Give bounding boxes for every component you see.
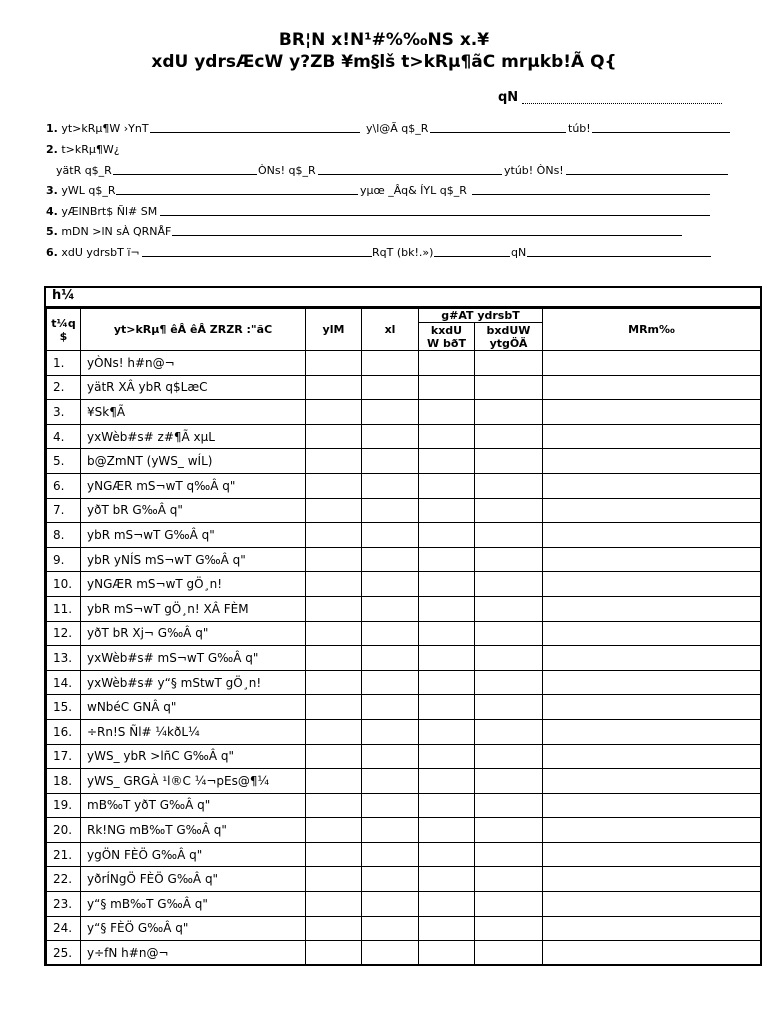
row-serial: 20. <box>47 818 81 843</box>
field-3-mid-input[interactable] <box>472 194 710 195</box>
row-sub2-cell[interactable] <box>475 646 543 671</box>
row-col3-cell[interactable] <box>306 449 362 474</box>
row-sub2-cell[interactable] <box>475 941 543 966</box>
row-col3-cell[interactable] <box>306 867 362 892</box>
row-col3-cell[interactable] <box>306 523 362 548</box>
row-col4-cell[interactable] <box>362 842 419 867</box>
row-col3-cell[interactable] <box>306 744 362 769</box>
row-col4-cell[interactable] <box>362 473 419 498</box>
row-sub2-cell[interactable] <box>475 424 543 449</box>
row-col4-cell[interactable] <box>362 449 419 474</box>
form-title-line2: xdU ydrsÆcW y?ZB ¥m§lš t>kRµ¶ãC mrµkb!Ã Q{ <box>151 52 617 72</box>
field-2b-input[interactable] <box>318 174 502 175</box>
row-remarks-cell[interactable] <box>543 351 761 376</box>
row-item-name: yðT bR Xj¬ G‰Â q" <box>81 621 306 646</box>
table-row <box>47 892 761 917</box>
row-col4-cell[interactable] <box>362 572 419 597</box>
row-item-name: yWS_ GRGÀ ¹l®C ¼¬pEs@¶¼ <box>81 769 306 794</box>
row-serial: 25. <box>47 941 81 966</box>
field-3-row <box>46 184 115 197</box>
row-remarks-cell[interactable] <box>543 916 761 941</box>
row-item-name: ÷Rn!S Ñl# ¼kðL¼ <box>81 719 306 744</box>
field-3-label: yWL q$_R <box>61 184 116 197</box>
table-row <box>47 621 761 646</box>
row-item-name: ygÖN FÈÖ G‰Â q" <box>81 842 306 867</box>
checklist-table-caption: h¼ <box>52 288 75 303</box>
row-sub2-cell[interactable] <box>475 892 543 917</box>
field-6-row <box>46 246 140 259</box>
row-serial: 12. <box>47 621 81 646</box>
row-sub2-cell[interactable] <box>475 547 543 572</box>
row-col3-cell[interactable] <box>306 621 362 646</box>
row-sub2-cell[interactable] <box>475 498 543 523</box>
row-col3-cell[interactable] <box>306 769 362 794</box>
row-sub2-cell[interactable] <box>475 449 543 474</box>
table-row <box>47 695 761 720</box>
row-sub1-cell[interactable] <box>419 351 475 376</box>
row-sub2-cell[interactable] <box>475 670 543 695</box>
field-1-mid-input[interactable] <box>430 132 566 133</box>
row-item-name: Rk!NG mB‰T G‰Â q" <box>81 818 306 843</box>
row-serial: 9. <box>47 547 81 572</box>
row-col4-cell[interactable] <box>362 916 419 941</box>
row-col4-cell[interactable] <box>362 818 419 843</box>
row-sub2-cell[interactable] <box>475 572 543 597</box>
row-serial: 1. <box>47 351 81 376</box>
row-sub1-cell[interactable] <box>419 670 475 695</box>
row-sub2-cell[interactable] <box>475 769 543 794</box>
row-serial: 6. <box>47 473 81 498</box>
row-item-name: ybR yNÍS mS¬wT G‰Â q" <box>81 547 306 572</box>
row-col3-cell[interactable] <box>306 892 362 917</box>
field-2-label: t>kRµ¶W¿ <box>61 143 120 156</box>
row-sub1-cell[interactable] <box>419 719 475 744</box>
row-sub2-cell[interactable] <box>475 916 543 941</box>
row-serial: 3. <box>47 400 81 425</box>
header-item-name: yt>kRµ¶ êÂ êÂ ZRZR :"ãC <box>81 309 306 351</box>
row-col3-cell[interactable] <box>306 473 362 498</box>
header-serial-number: t¼q $ <box>47 309 81 351</box>
row-col3-cell[interactable] <box>306 375 362 400</box>
row-sub2-cell[interactable] <box>475 596 543 621</box>
row-col4-cell[interactable] <box>362 793 419 818</box>
header-sub2: bxdUW ytgÖÄ <box>475 323 543 351</box>
row-col3-cell[interactable] <box>306 793 362 818</box>
row-col3-cell[interactable] <box>306 572 362 597</box>
reference-date-label: qN <box>498 90 519 105</box>
row-remarks-cell[interactable] <box>543 523 761 548</box>
field-1-input[interactable] <box>150 132 360 133</box>
row-remarks-cell[interactable] <box>543 646 761 671</box>
row-serial: 17. <box>47 744 81 769</box>
row-item-name: yNGÆR mS¬wT gÖ¸n! <box>81 572 306 597</box>
row-serial: 14. <box>47 670 81 695</box>
row-col3-cell[interactable] <box>306 695 362 720</box>
row-col4-cell[interactable] <box>362 892 419 917</box>
field-4-input[interactable] <box>160 215 710 216</box>
table-row <box>47 449 761 474</box>
row-serial: 24. <box>47 916 81 941</box>
row-col3-cell[interactable] <box>306 941 362 966</box>
row-col4-cell[interactable] <box>362 498 419 523</box>
field-4-number: 4. <box>46 205 58 218</box>
row-sub1-cell[interactable] <box>419 916 475 941</box>
table-row <box>47 424 761 449</box>
row-serial: 21. <box>47 842 81 867</box>
header-col4: xl <box>362 309 419 351</box>
field-5-row <box>46 225 171 238</box>
field-5-number: 5. <box>46 225 58 238</box>
row-sub2-cell[interactable] <box>475 695 543 720</box>
table-row <box>47 941 761 966</box>
row-sub2-cell[interactable] <box>475 744 543 769</box>
table-row <box>47 498 761 523</box>
row-col4-cell[interactable] <box>362 424 419 449</box>
row-sub2-cell[interactable] <box>475 867 543 892</box>
header-col3: ylM <box>306 309 362 351</box>
row-col3-cell[interactable] <box>306 498 362 523</box>
row-remarks-cell[interactable] <box>543 867 761 892</box>
row-serial: 15. <box>47 695 81 720</box>
row-serial: 10. <box>47 572 81 597</box>
row-col4-cell[interactable] <box>362 621 419 646</box>
row-remarks-cell[interactable] <box>543 818 761 843</box>
field-6-mid-label: RqT (bk!.») <box>372 246 434 259</box>
row-col3-cell[interactable] <box>306 818 362 843</box>
row-col3-cell[interactable] <box>306 547 362 572</box>
field-6-mid-input[interactable] <box>434 256 510 257</box>
field-2a-input[interactable] <box>113 174 257 175</box>
field-2b-label: ÒNs! q$_R <box>258 164 316 177</box>
row-col4-cell[interactable] <box>362 769 419 794</box>
row-col4-cell[interactable] <box>362 867 419 892</box>
checklist-table <box>46 308 761 966</box>
table-row <box>47 867 761 892</box>
field-1-number: 1. <box>46 122 58 135</box>
field-1-mid-label: y\l@Ã q$_R <box>366 122 429 135</box>
field-3-number: 3. <box>46 184 58 197</box>
row-sub1-cell[interactable] <box>419 498 475 523</box>
row-remarks-cell[interactable] <box>543 621 761 646</box>
row-item-name: yätR XÂ ybR q$LæC <box>81 375 306 400</box>
row-col4-cell[interactable] <box>362 695 419 720</box>
row-col4-cell[interactable] <box>362 941 419 966</box>
reference-date-field[interactable] <box>522 103 722 104</box>
table-row <box>47 744 761 769</box>
row-col4-cell[interactable] <box>362 670 419 695</box>
row-item-name: ybR mS¬wT G‰Â q" <box>81 523 306 548</box>
field-1-label: yt>kRµ¶W ›YnT <box>61 122 149 135</box>
row-item-name: ybR mS¬wT gÖ¸n! XÂ FÈM <box>81 596 306 621</box>
field-1-row <box>46 122 149 135</box>
row-sub1-cell[interactable] <box>419 695 475 720</box>
row-sub1-cell[interactable] <box>419 572 475 597</box>
header-group: g#AT ydrsbT <box>419 309 543 323</box>
field-5-input[interactable] <box>172 235 682 236</box>
row-sub1-cell[interactable] <box>419 449 475 474</box>
row-item-name: ¥Sk¶Ã <box>81 400 306 425</box>
row-col3-cell[interactable] <box>306 719 362 744</box>
row-remarks-cell[interactable] <box>543 892 761 917</box>
row-item-name: mB‰T yðT G‰Â q" <box>81 793 306 818</box>
row-remarks-cell[interactable] <box>543 793 761 818</box>
row-sub1-cell[interactable] <box>419 769 475 794</box>
row-remarks-cell[interactable] <box>543 449 761 474</box>
row-sub2-cell[interactable] <box>475 621 543 646</box>
table-row <box>47 523 761 548</box>
row-serial: 7. <box>47 498 81 523</box>
row-serial: 16. <box>47 719 81 744</box>
row-remarks-cell[interactable] <box>543 400 761 425</box>
row-sub1-cell[interactable] <box>419 400 475 425</box>
row-item-name: yxWèb#s# z#¶Ã xµL <box>81 424 306 449</box>
table-row <box>47 842 761 867</box>
table-row <box>47 547 761 572</box>
table-row <box>47 375 761 400</box>
row-col4-cell[interactable] <box>362 400 419 425</box>
row-sub2-cell[interactable] <box>475 719 543 744</box>
row-col3-cell[interactable] <box>306 424 362 449</box>
row-col4-cell[interactable] <box>362 596 419 621</box>
row-item-name: y“§ mB‰T G‰Â q" <box>81 892 306 917</box>
field-2-number: 2. <box>46 143 58 156</box>
row-sub1-cell[interactable] <box>419 547 475 572</box>
row-remarks-cell[interactable] <box>543 596 761 621</box>
row-remarks-cell[interactable] <box>543 719 761 744</box>
table-row <box>47 646 761 671</box>
header-sub1: kxdU W bðT <box>419 323 475 351</box>
field-6-input[interactable] <box>142 256 372 257</box>
row-item-name: b@ZmNT (yWS_ wÍL) <box>81 449 306 474</box>
row-col3-cell[interactable] <box>306 596 362 621</box>
row-serial: 4. <box>47 424 81 449</box>
row-col4-cell[interactable] <box>362 375 419 400</box>
row-item-name: wNbéC GNÂ q" <box>81 695 306 720</box>
row-serial: 19. <box>47 793 81 818</box>
row-sub1-cell[interactable] <box>419 793 475 818</box>
row-remarks-cell[interactable] <box>543 695 761 720</box>
row-remarks-cell[interactable] <box>543 670 761 695</box>
row-sub1-cell[interactable] <box>419 892 475 917</box>
row-col4-cell[interactable] <box>362 719 419 744</box>
row-col4-cell[interactable] <box>362 547 419 572</box>
row-remarks-cell[interactable] <box>543 941 761 966</box>
row-sub1-cell[interactable] <box>419 842 475 867</box>
row-remarks-cell[interactable] <box>543 375 761 400</box>
field-2c-label: ytúb! ÒNs! <box>504 164 564 177</box>
row-sub2-cell[interactable] <box>475 375 543 400</box>
row-col3-cell[interactable] <box>306 646 362 671</box>
field-3-mid-label: yµœ _Âq& ÍYL q$_R <box>360 184 467 197</box>
row-sub1-cell[interactable] <box>419 424 475 449</box>
row-col4-cell[interactable] <box>362 646 419 671</box>
row-sub1-cell[interactable] <box>419 621 475 646</box>
form-title-line1: BR¦N x!N¹#%‰NS x.¥ <box>278 30 490 50</box>
row-sub1-cell[interactable] <box>419 744 475 769</box>
row-col3-cell[interactable] <box>306 351 362 376</box>
field-6-end-label: qN <box>511 246 527 259</box>
row-sub2-cell[interactable] <box>475 351 543 376</box>
table-row <box>47 670 761 695</box>
field-2-row <box>46 143 120 156</box>
row-sub1-cell[interactable] <box>419 473 475 498</box>
checklist-table-caption-bar <box>44 286 762 308</box>
table-row <box>47 916 761 941</box>
row-sub2-cell[interactable] <box>475 523 543 548</box>
row-sub1-cell[interactable] <box>419 523 475 548</box>
row-serial: 5. <box>47 449 81 474</box>
field-2c-input[interactable] <box>566 174 728 175</box>
row-col4-cell[interactable] <box>362 351 419 376</box>
row-serial: 11. <box>47 596 81 621</box>
row-serial: 23. <box>47 892 81 917</box>
row-item-name: yÒNs! h#n@¬ <box>81 351 306 376</box>
row-serial: 2. <box>47 375 81 400</box>
row-sub1-cell[interactable] <box>419 596 475 621</box>
field-2a-label: yätR q$_R <box>56 164 112 177</box>
row-sub1-cell[interactable] <box>419 941 475 966</box>
row-col4-cell[interactable] <box>362 523 419 548</box>
row-item-name: yðT bR G‰Â q" <box>81 498 306 523</box>
row-sub2-cell[interactable] <box>475 793 543 818</box>
field-1-end-label: túb! <box>568 122 591 135</box>
table-row <box>47 473 761 498</box>
row-remarks-cell[interactable] <box>543 842 761 867</box>
row-col3-cell[interactable] <box>306 670 362 695</box>
row-serial: 22. <box>47 867 81 892</box>
row-item-name: y÷fN h#n@¬ <box>81 941 306 966</box>
row-sub1-cell[interactable] <box>419 646 475 671</box>
table-row <box>47 719 761 744</box>
row-col4-cell[interactable] <box>362 744 419 769</box>
table-row <box>47 596 761 621</box>
row-serial: 8. <box>47 523 81 548</box>
row-sub1-cell[interactable] <box>419 867 475 892</box>
row-remarks-cell[interactable] <box>543 744 761 769</box>
row-serial: 18. <box>47 769 81 794</box>
row-remarks-cell[interactable] <box>543 473 761 498</box>
field-6-end-input[interactable] <box>527 256 711 257</box>
field-5-label: mDN >lN sÀ QRNÅF <box>61 225 172 238</box>
row-item-name: yxWèb#s# y“§ mStwT gÖ¸n! <box>81 670 306 695</box>
field-6-number: 6. <box>46 246 58 259</box>
row-item-name: y“§ FÈÖ G‰Â q" <box>81 916 306 941</box>
row-sub2-cell[interactable] <box>475 473 543 498</box>
row-sub1-cell[interactable] <box>419 375 475 400</box>
field-1-end-input[interactable] <box>592 132 730 133</box>
row-serial: 13. <box>47 646 81 671</box>
field-3-input[interactable] <box>116 194 358 195</box>
row-sub2-cell[interactable] <box>475 400 543 425</box>
row-item-name: yxWèb#s# mS¬wT G‰Â q" <box>81 646 306 671</box>
row-sub2-cell[interactable] <box>475 842 543 867</box>
row-item-name: yðrÍNgÖ FÈÖ G‰Â q" <box>81 867 306 892</box>
row-remarks-cell[interactable] <box>543 769 761 794</box>
row-col3-cell[interactable] <box>306 842 362 867</box>
row-item-name: yWS_ ybR >lñC G‰Â q" <box>81 744 306 769</box>
row-col3-cell[interactable] <box>306 916 362 941</box>
header-remarks: MRm‰ <box>543 309 761 351</box>
row-sub2-cell[interactable] <box>475 818 543 843</box>
field-4-label: yÆlNBrt$ Ñl# SM <box>61 205 158 218</box>
table-row <box>47 793 761 818</box>
row-remarks-cell[interactable] <box>543 572 761 597</box>
table-row <box>47 572 761 597</box>
table-row <box>47 818 761 843</box>
field-4-row <box>46 205 157 218</box>
table-row <box>47 769 761 794</box>
row-remarks-cell[interactable] <box>543 547 761 572</box>
row-col3-cell[interactable] <box>306 400 362 425</box>
row-item-name: yNGÆR mS¬wT q‰Â q" <box>81 473 306 498</box>
field-6-label: xdU ydrsbT ï¬ <box>61 246 140 259</box>
row-sub1-cell[interactable] <box>419 818 475 843</box>
row-remarks-cell[interactable] <box>543 498 761 523</box>
table-row <box>47 400 761 425</box>
table-row <box>47 351 761 376</box>
row-remarks-cell[interactable] <box>543 424 761 449</box>
